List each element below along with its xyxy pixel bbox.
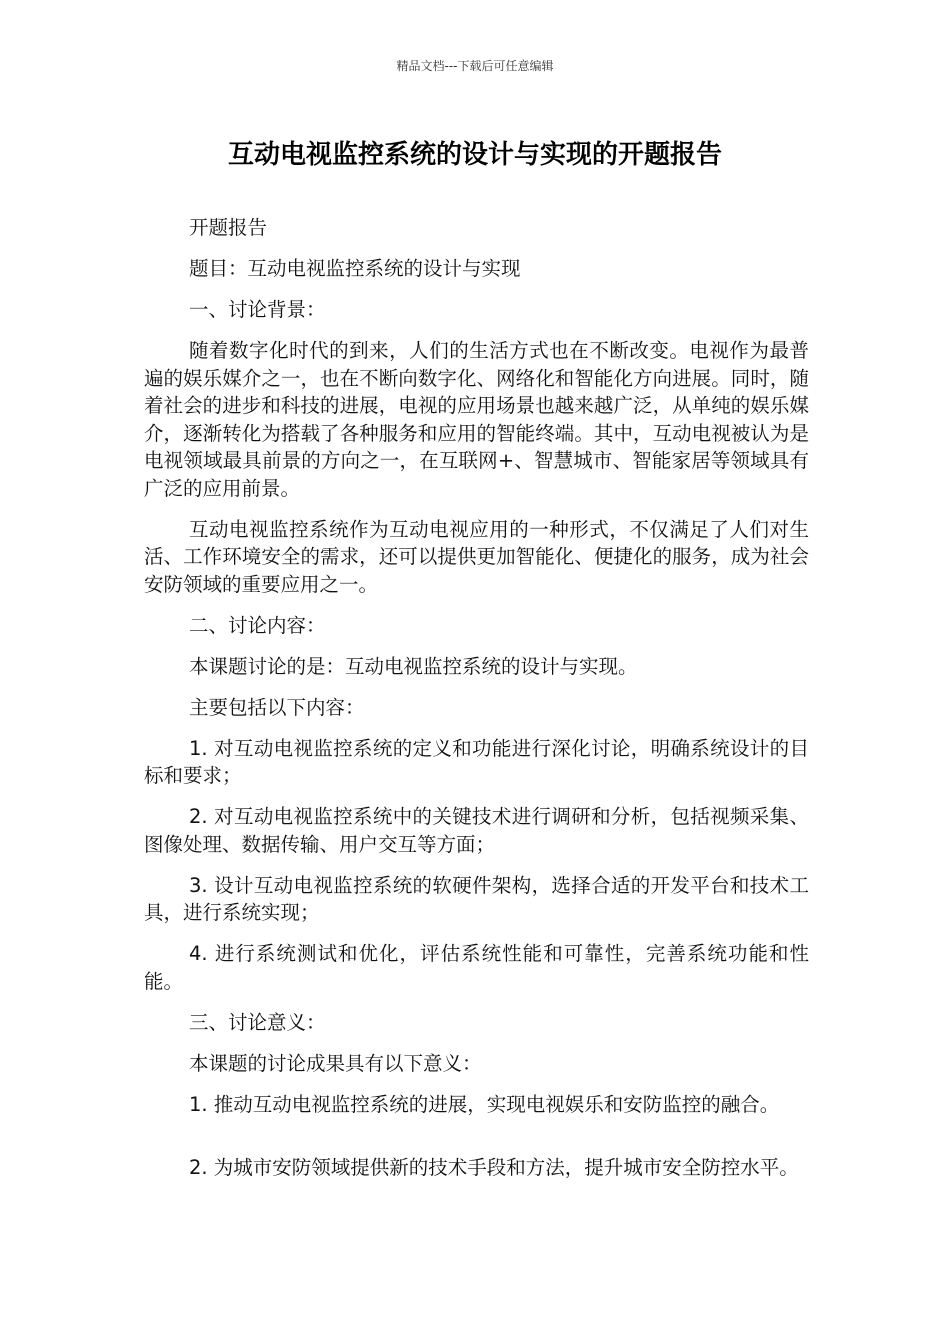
paragraph-topic: 题目：互动电视监控系统的设计与实现 bbox=[189, 257, 521, 280]
paragraph-significance-intro: 本课题的讨论成果具有以下意义： bbox=[189, 1051, 482, 1075]
list-item-content-1: 1. 对互动电视监控系统的定义和功能进行深化讨论，明确系统设计的目标和要求； bbox=[144, 736, 809, 787]
list-item-significance-1: 1. 推动互动电视监控系统的进展，实现电视娱乐和安防监控的融合。 bbox=[189, 1092, 780, 1116]
paragraph-background-1: 随着数字化时代的到来，人们的生活方式也在不断改变。电视作为最普遍的娱乐媒介之一，也在不断向数字化、网络化和智能化方向进展。同时，随着社会的进步和科技的进展，电视的应用场景也越来越广泛，从单纯的娱乐媒介，逐渐转化为搭载了各种服务和应用的智能终端。其中，互动电视被认为是电视领域最具前景的方向之一，在互联网+、智慧城市、智能家居等领域具有广泛的应用前景。 bbox=[144, 339, 809, 500]
section-heading-content: 二、讨论内容： bbox=[189, 613, 326, 637]
paragraph-report-label: 开题报告 bbox=[189, 216, 268, 239]
paragraph-content-main: 主要包括以下内容： bbox=[189, 695, 365, 719]
list-item-content-4: 4. 进行系统测试和优化，评估系统性能和可靠性，完善系统功能和性能。 bbox=[144, 942, 809, 993]
document-body bbox=[144, 214, 809, 1195]
list-item-content-2: 2. 对互动电视监控系统中的关键技术进行调研和分析，包括视频采集、图像处理、数据传输、用户交互等方面； bbox=[144, 805, 809, 856]
list-item-content-3: 3. 设计互动电视监控系统的软硬件架构，选择合适的开发平台和技术工具，进行系统实现； bbox=[144, 873, 809, 924]
page-header: 精品文档---下载后可任意编辑 bbox=[396, 59, 554, 73]
list-item-significance-2: 2. 为城市安防领域提供新的技术手段和方法，提升城市安全防控水平。 bbox=[189, 1156, 799, 1179]
paragraph-content-intro: 本课题讨论的是：互动电视监控系统的设计与实现。 bbox=[189, 654, 638, 678]
paragraph-background-2: 互动电视监控系统作为互动电视应用的一种形式，不仅满足了人们对生活、工作环境安全的需求，还可以提供更加智能化、便捷化的服务，成为社会安防领域的重要应用之一。 bbox=[144, 517, 809, 596]
section-heading-significance: 三、讨论意义： bbox=[189, 1010, 326, 1034]
section-heading-background: 一、讨论背景： bbox=[189, 298, 326, 321]
document-title: 互动电视监控系统的设计与实现的开题报告 bbox=[227, 140, 722, 170]
